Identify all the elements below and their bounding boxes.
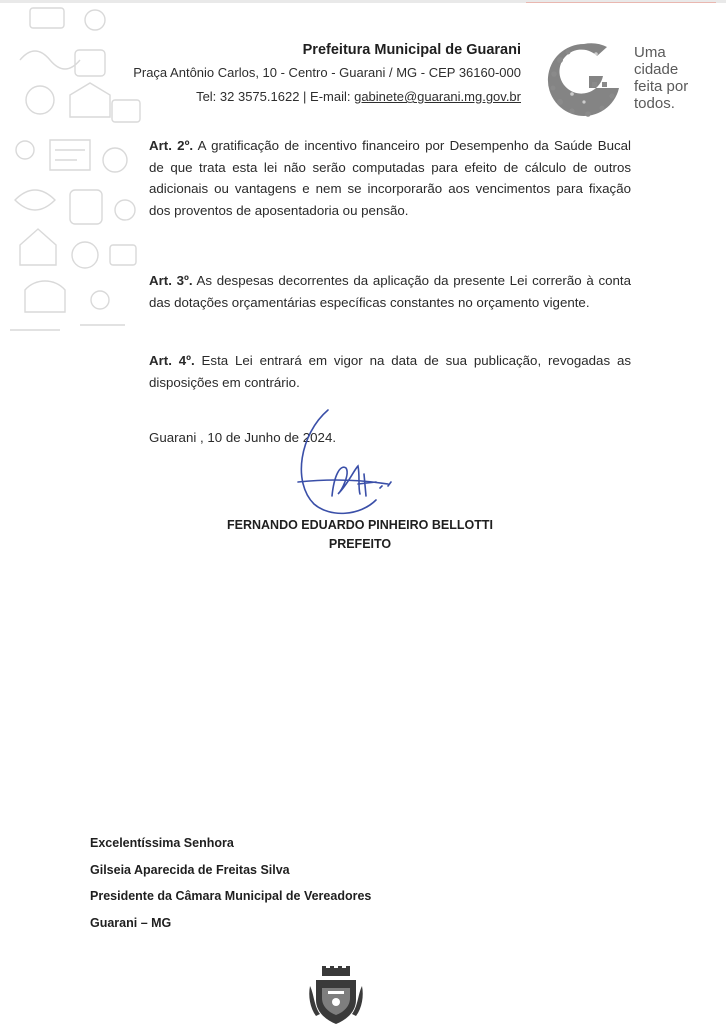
slogan-line: cidade — [634, 61, 679, 78]
city-logo-icon — [544, 40, 624, 120]
org-email-link[interactable]: gabinete@guarani.mg.gov.br — [354, 89, 521, 104]
org-phone: Tel: 32 3575.1622 | E-mail: — [196, 89, 355, 104]
recipient-salutation: Excelentíssima Senhora — [90, 836, 234, 850]
article-number: Art. 2º. — [149, 138, 194, 153]
org-address: Praça Antônio Carlos, 10 - Centro - Guarani / MG - CEP 36160-000 — [133, 65, 521, 80]
article-3 — [149, 270, 631, 313]
article-2 — [149, 135, 631, 221]
signer-role: PREFEITO — [328, 537, 392, 551]
article-4 — [149, 350, 631, 393]
place-and-date: Guarani , 10 de Junho de 2024. — [149, 430, 337, 445]
article-number: Art. 4º. — [149, 353, 195, 368]
city-slogan — [634, 44, 688, 112]
letterhead — [133, 40, 521, 106]
recipient-name: Gilseia Aparecida de Freitas Silva — [90, 862, 290, 877]
signer-name: FERNANDO EDUARDO PINHEIRO BELLOTTI — [227, 518, 493, 532]
scan-top-mark — [526, 2, 716, 3]
recipient-location: Guarani – MG — [90, 915, 172, 930]
article-text: A gratificação de incentivo financeiro por Desempenho da Saúde Bucal de que trata esta lei não serão computadas para efeito de cálculo de outros adicionais ou vantagens e nem se incorporarão aos vencimentos para fixação dos proventos de aposentadoria ou pensão. — [149, 138, 631, 218]
handwritten-signature — [288, 404, 408, 522]
recipient-position: Presidente da Câmara Municipal de Vereadores — [90, 889, 372, 903]
slogan-line: todos. — [634, 95, 675, 112]
org-contact — [133, 87, 521, 106]
slogan-line: Uma — [634, 44, 666, 61]
coat-of-arms-icon — [308, 966, 364, 1024]
org-name: Prefeitura Municipal de Guarani — [302, 42, 521, 58]
article-text: As despesas decorrentes da aplicação da presente Lei correrão à conta das dotações orçamentárias específicas constantes no orçamento vigente. — [149, 273, 631, 310]
recipient-block — [90, 830, 371, 936]
article-text: Esta Lei entrará em vigor na data de sua publicação, revogadas as disposições em contrário. — [149, 353, 631, 390]
article-number: Art. 3º. — [149, 273, 193, 288]
slogan-line: feita por — [634, 78, 689, 95]
